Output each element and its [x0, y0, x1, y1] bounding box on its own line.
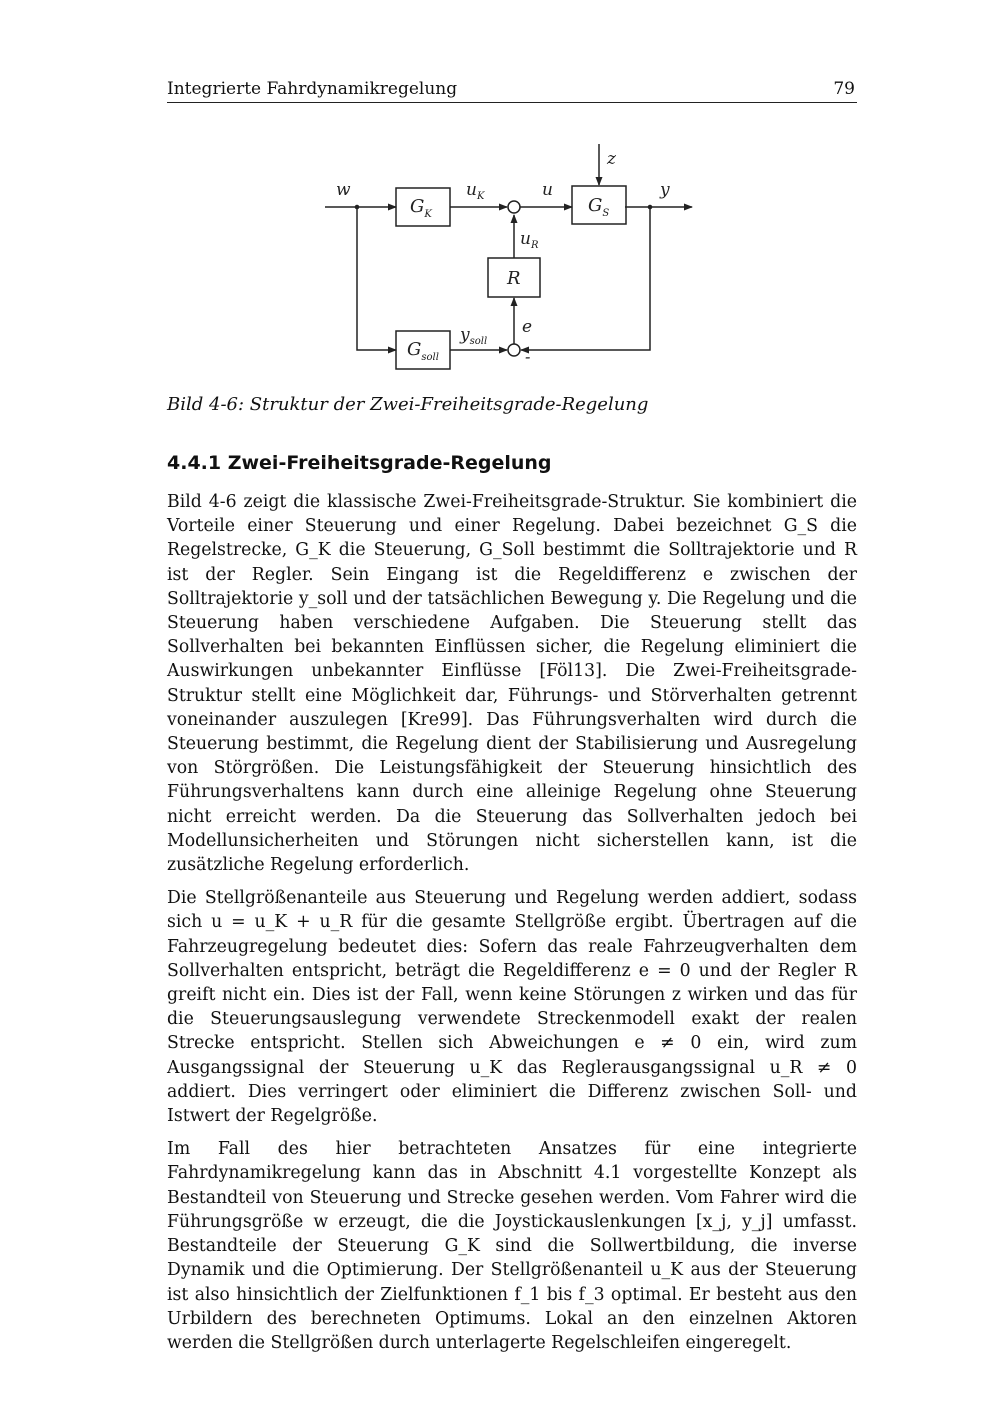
block-Gsoll — [396, 331, 450, 369]
branch-point-w — [355, 205, 360, 210]
label-z: z — [607, 149, 616, 169]
body-text — [167, 490, 857, 1364]
paragraph: Bild 4-6 zeigt die klassische Zwei-Freiheitsgrade-Struktur. Sie kombiniert die Vorteile einer Steuerung und einer Regelung. Dabei bezeichnet G_S die Regelstrecke, G_K die Steuerung, G_Soll bestimmt die Solltrajektorie und R ist der Regler. Sein Eingang ist die Regeldifferenz e zwischen der Solltrajektorie y_soll und der tatsächlichen Bewegung y. Die Regelung und die Steuerung haben verschiedene Aufgaben. Die Steuerung stellt das Sollverhalten bei bekannten Einflüssen sicher, die Regelung eliminiert die Auswirkungen unbekannter Einflüsse [Föl13]. Die Zwei-Freiheitsgrade-Struktur stellt eine Möglichkeit dar, Führungs- und Störverhalten getrennt voneinander auszulegen [Kre99]. Das Führungsverhalten wird durch die Steuerung bestimmt, die Regelung dient der Stabilisierung und Ausregelung von Störgrößen. Die Leistungsfähigkeit der Steuerung hinsichtlich des Führungsverhaltens kann durch eine alleinige Regelung ohne Steuerung nicht erreicht werden. Da die Steuerung das Sollverhalten jedoch bei Modellunsicherheiten und Störungen nicht sicherstellen kann, ist die zusätzliche Regelung erforderlich. — [167, 492, 857, 876]
block-GK-label: $G_K$ — [410, 196, 432, 220]
block-diagram-svg — [310, 140, 710, 375]
label-uR: $u_R$ — [520, 229, 539, 251]
label-ysoll: $y_{soll}$ — [460, 325, 488, 347]
label-uK: $u_K$ — [466, 180, 485, 202]
page-header — [167, 78, 857, 103]
label-w: w — [336, 180, 351, 200]
figure-caption: Bild 4-6: Struktur der Zwei-Freiheitsgrade-Regelung — [167, 394, 649, 415]
sum-junction-bottom — [508, 344, 520, 356]
page-number: 79 — [833, 79, 855, 99]
block-diagram — [310, 140, 710, 375]
signal-line-w-branch — [357, 207, 396, 350]
paragraph: Im Fall des hier betrachteten Ansatzes für eine integrierte Fahrdynamikregelung kann das in Abschnitt 4.1 vorgestellte Konzept als Bestandteil von Steuerung und Strecke gesehen werden. Vom Fahrer wird die Führungsgröße w erzeugt, die die Joystickauslenkungen [x_j, y_j] umfasst. Bestandteile der Steuerung G_K sind die Sollwertbildung, die inverse Dynamik und die Optimierung. Der Stellgrößenanteil u_K aus der Steuerung ist also hinsichtlich der Zielfunktionen f_1 bis f_3 optimal. Er besteht aus den Urbildern des berechneten Optimums. Lokal an den einzelnen Aktoren werden die Stellgrößen durch unterlagerte Regelschleifen eingeregelt. — [167, 1139, 857, 1353]
block-Gsoll-label: $G_{soll}$ — [407, 339, 439, 363]
branch-point-y — [648, 205, 653, 210]
label-e: e — [522, 317, 533, 337]
label-minus: - — [525, 347, 531, 366]
label-u: u — [542, 180, 553, 200]
block-R-label: R — [507, 268, 521, 289]
block-GS-label: $G_S$ — [588, 195, 610, 219]
sum-junction-top — [508, 201, 520, 213]
running-title: Integrierte Fahrdynamikregelung — [167, 79, 458, 99]
paragraph: Die Stellgrößenanteile aus Steuerung und Regelung werden addiert, sodass sich u = u_K + u_R für die gesamte Stellgröße ergibt. Übertragen auf die Fahrzeugregelung bedeutet dies: Sofern das reale Fahrzeugverhalten dem Sollverhalten entspricht, beträgt die Regeldifferenz e = 0 und der Regler R greift nicht ein. Dies ist der Fall, wenn keine Störungen z wirken und das für die Steuerungsauslegung verwendete Streckenmodell exakt der realen Strecke entspricht. Stellen sich Abweichungen e ≠ 0 ein, wird zum Ausgangssignal der Steuerung u_K das Reglerausgangssignal u_R ≠ 0 addiert. Dies verringert oder eliminiert die Differenz zwischen Soll- und Istwert der Regelgröße. — [167, 888, 857, 1127]
section-heading: 4.4.1 Zwei-Freiheitsgrade-Regelung — [167, 452, 552, 474]
label-y: y — [660, 180, 670, 200]
